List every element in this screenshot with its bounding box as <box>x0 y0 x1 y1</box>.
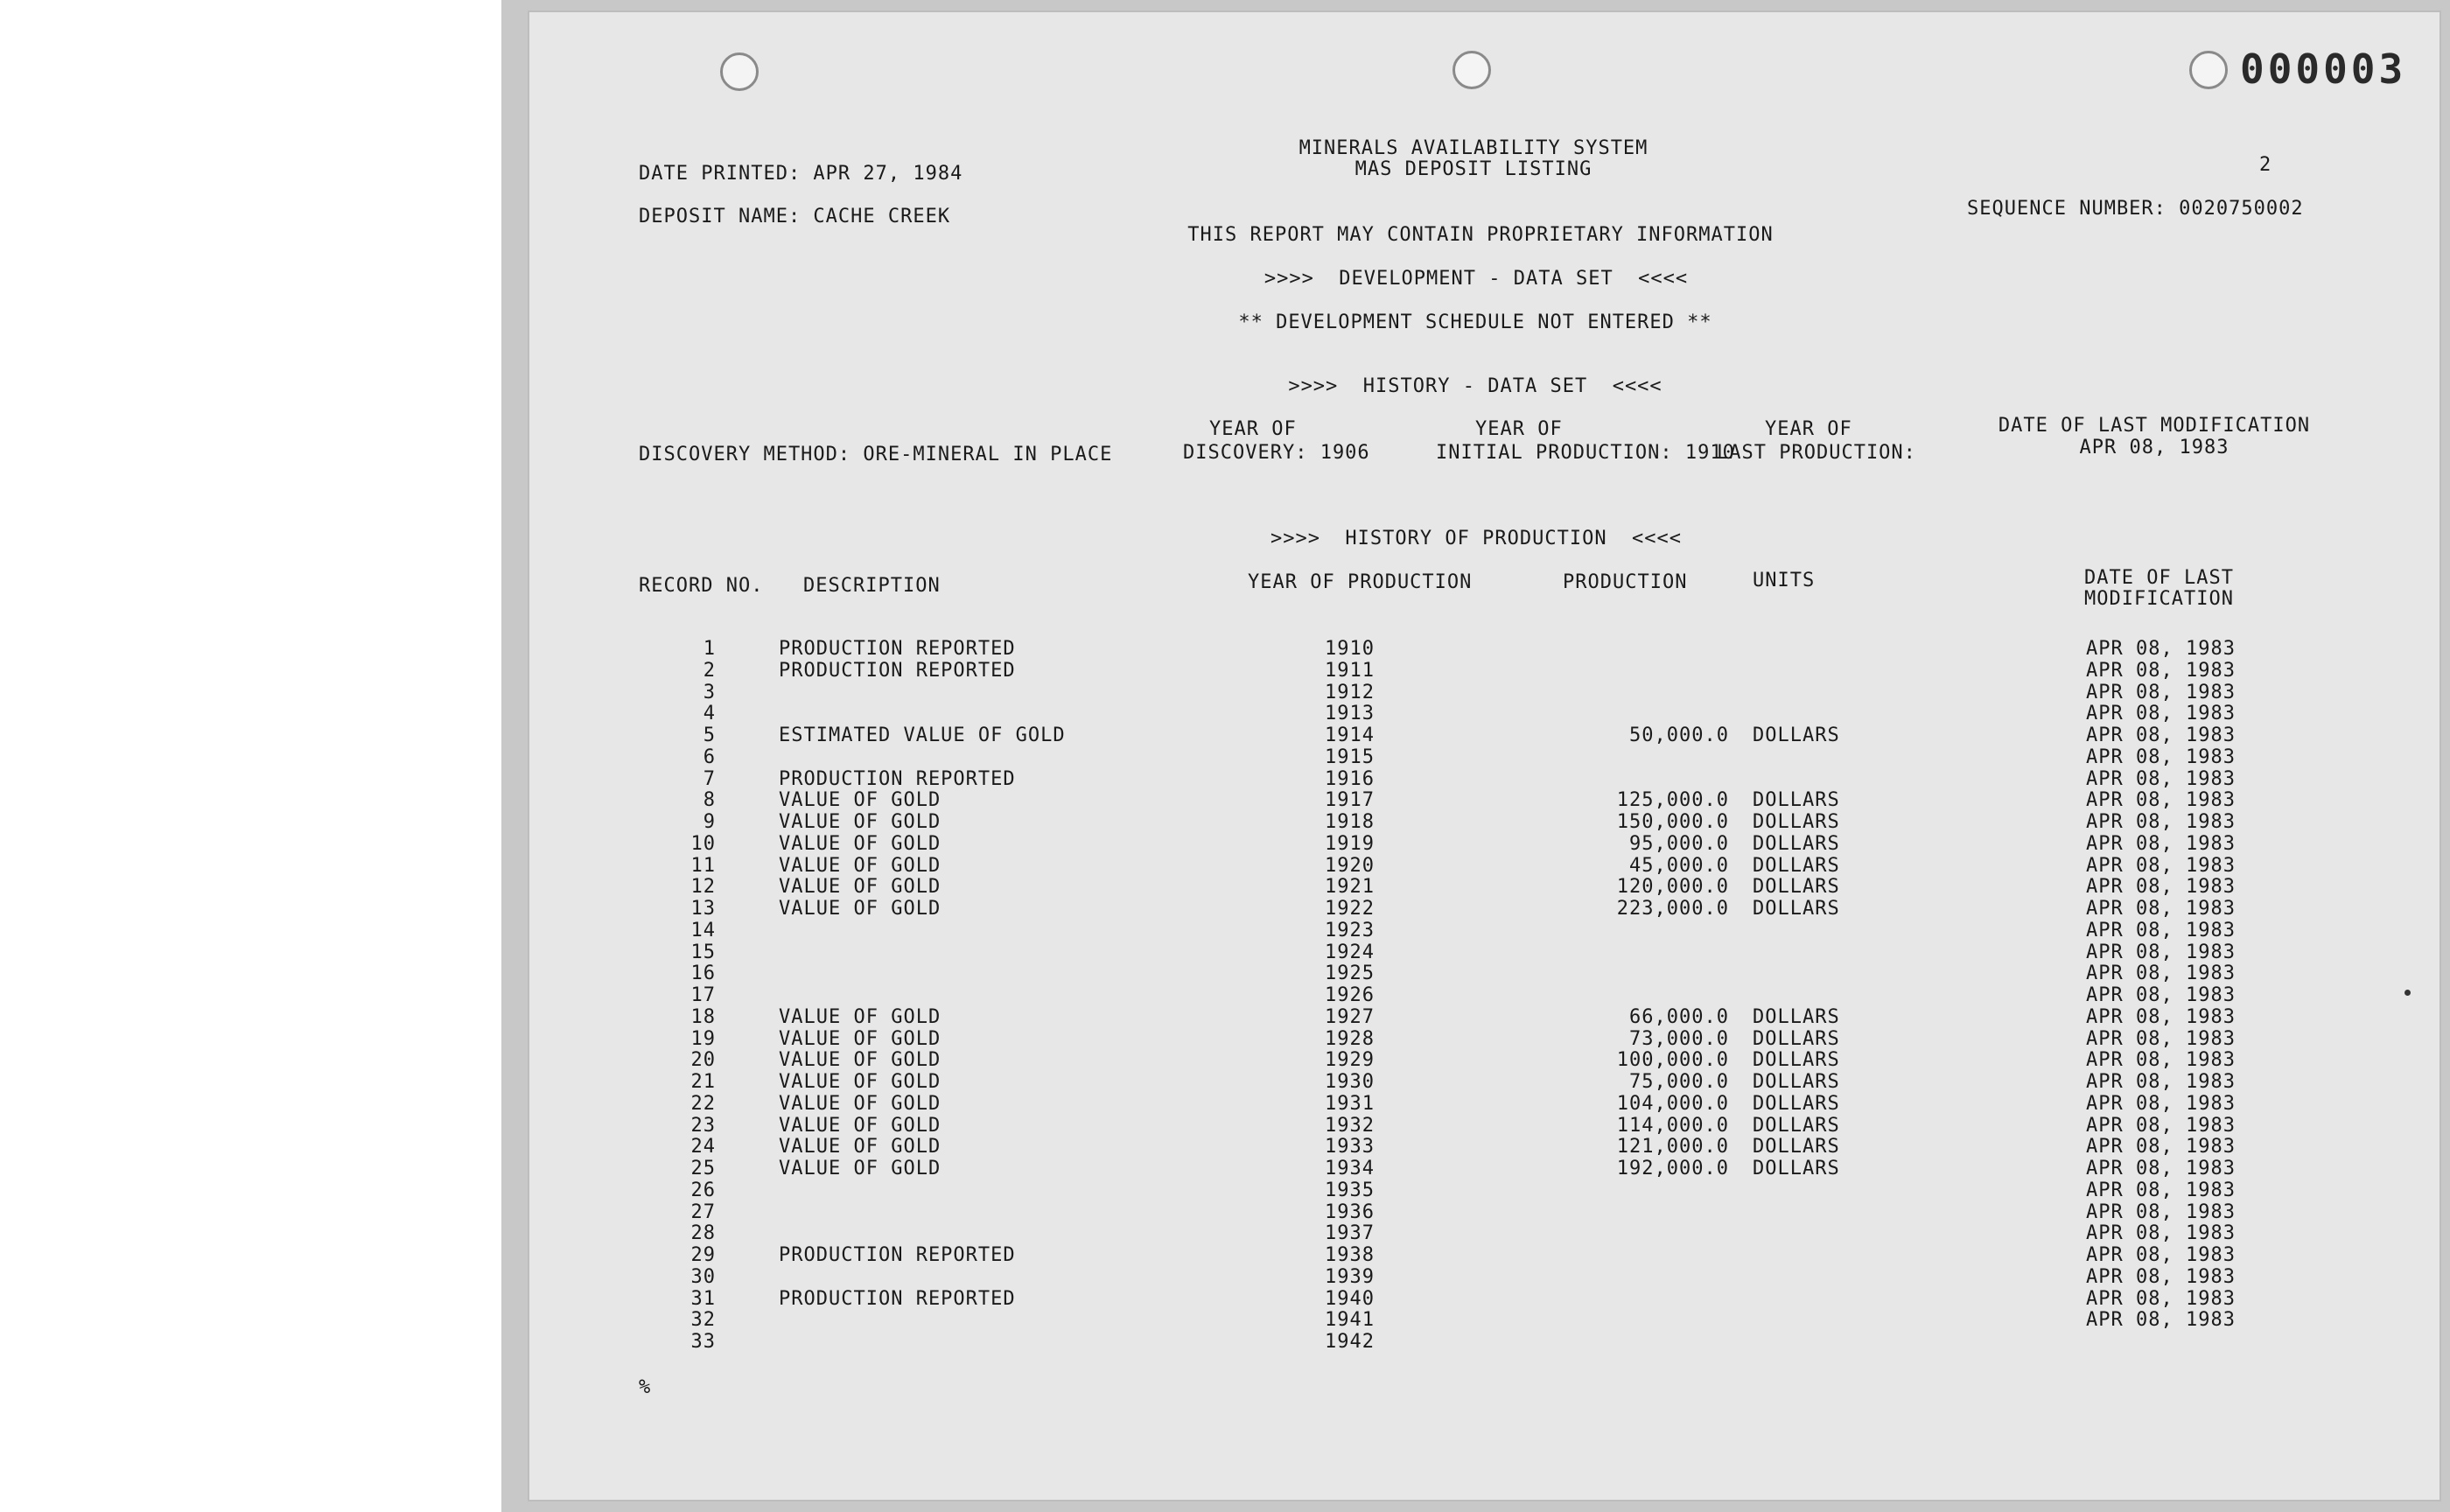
table-row <box>0 1049 2450 1070</box>
table-row <box>0 1222 2450 1243</box>
record-number: 10 <box>690 833 716 855</box>
record-number: 4 <box>703 703 716 724</box>
table-row <box>0 1266 2450 1287</box>
row-description: VALUE OF GOLD <box>779 1136 942 1158</box>
table-row <box>0 703 2450 724</box>
row-year: 1926 <box>1325 984 1375 1006</box>
row-year: 1938 <box>1325 1244 1375 1266</box>
production-heading: >>>> HISTORY OF PRODUCTION <<<< <box>1270 528 1683 550</box>
record-number: 27 <box>690 1201 716 1223</box>
row-year: 1935 <box>1325 1180 1375 1201</box>
table-row <box>0 660 2450 681</box>
row-year: 1925 <box>1325 962 1375 984</box>
row-description: VALUE OF GOLD <box>779 1115 942 1137</box>
row-description: VALUE OF GOLD <box>779 789 942 811</box>
row-production: 100,000.0 <box>1616 1049 1729 1071</box>
row-description: VALUE OF GOLD <box>779 1158 942 1180</box>
record-number: 22 <box>690 1093 716 1115</box>
row-units: DOLLARS <box>1753 833 1840 855</box>
row-date: APR 08, 1983 <box>2086 1266 2236 1288</box>
date-printed: DATE PRINTED: APR 27, 1984 <box>639 163 963 185</box>
punch-hole-right <box>2189 51 2228 89</box>
row-year: 1937 <box>1325 1222 1375 1244</box>
row-production: 75,000.0 <box>1629 1071 1729 1093</box>
row-units: DOLLARS <box>1753 876 1840 898</box>
table-row <box>0 1028 2450 1049</box>
row-units: DOLLARS <box>1753 898 1840 920</box>
row-date: APR 08, 1983 <box>2086 1093 2236 1115</box>
table-row <box>0 1136 2450 1157</box>
table-row <box>0 1180 2450 1200</box>
table-row <box>0 789 2450 810</box>
record-number: 21 <box>690 1071 716 1093</box>
row-date: APR 08, 1983 <box>2086 1115 2236 1137</box>
record-number: 19 <box>690 1028 716 1050</box>
col-year: YEAR OF PRODUCTION <box>1248 571 1473 593</box>
row-date: APR 08, 1983 <box>2086 811 2236 833</box>
record-number: 6 <box>703 746 716 768</box>
row-date: APR 08, 1983 <box>2086 942 2236 963</box>
row-date: APR 08, 1983 <box>2086 1201 2236 1223</box>
table-row <box>0 1331 2450 1352</box>
row-year: 1916 <box>1325 768 1375 790</box>
row-units: DOLLARS <box>1753 1158 1840 1180</box>
row-year: 1934 <box>1325 1158 1375 1180</box>
development-note: ** DEVELOPMENT SCHEDULE NOT ENTERED ** <box>1238 312 1712 333</box>
row-production: 95,000.0 <box>1629 833 1729 855</box>
row-description: VALUE OF GOLD <box>779 811 942 833</box>
record-number: 32 <box>690 1309 716 1331</box>
record-number: 3 <box>703 682 716 704</box>
sequence-number: SEQUENCE NUMBER: 0020750002 <box>1967 198 2304 220</box>
row-date: APR 08, 1983 <box>2086 1180 2236 1201</box>
row-date: APR 08, 1983 <box>2086 1071 2236 1093</box>
record-number: 25 <box>690 1158 716 1180</box>
row-year: 1942 <box>1325 1331 1375 1353</box>
col-date-line2: MODIFICATION <box>2084 588 2234 610</box>
table-row <box>0 811 2450 832</box>
row-date: APR 08, 1983 <box>2086 768 2236 790</box>
row-year: 1940 <box>1325 1288 1375 1310</box>
col-description: DESCRIPTION <box>803 575 941 597</box>
table-row <box>0 682 2450 703</box>
record-number: 1 <box>703 638 716 660</box>
year-of-label-3: YEAR OF <box>1765 418 1852 440</box>
table-row <box>0 1288 2450 1309</box>
row-year: 1914 <box>1325 724 1375 746</box>
table-row <box>0 898 2450 919</box>
row-units: DOLLARS <box>1753 789 1840 811</box>
row-units: DOLLARS <box>1753 1028 1840 1050</box>
row-year: 1922 <box>1325 898 1375 920</box>
table-row <box>0 1071 2450 1092</box>
row-description: PRODUCTION REPORTED <box>779 768 1016 790</box>
deposit-name: DEPOSIT NAME: CACHE CREEK <box>639 206 951 228</box>
table-row <box>0 1158 2450 1179</box>
row-date: APR 08, 1983 <box>2086 746 2236 768</box>
row-description: ESTIMATED VALUE OF GOLD <box>779 724 1066 746</box>
col-units: UNITS <box>1753 570 1816 592</box>
record-number: 11 <box>690 855 716 877</box>
row-production: 104,000.0 <box>1616 1093 1729 1115</box>
row-production: 50,000.0 <box>1629 724 1729 746</box>
row-date: APR 08, 1983 <box>2086 1244 2236 1266</box>
record-number: 30 <box>690 1266 716 1288</box>
row-production: 121,000.0 <box>1616 1136 1729 1158</box>
table-row <box>0 1309 2450 1330</box>
row-description: VALUE OF GOLD <box>779 855 942 877</box>
row-year: 1912 <box>1325 682 1375 704</box>
table-row <box>0 962 2450 984</box>
row-production: 66,000.0 <box>1629 1006 1729 1028</box>
punch-hole-center <box>1452 51 1491 89</box>
row-production: 192,000.0 <box>1616 1158 1729 1180</box>
row-year: 1924 <box>1325 942 1375 963</box>
row-date: APR 08, 1983 <box>2086 638 2236 660</box>
proprietary-notice: THIS REPORT MAY CONTAIN PROPRIETARY INFORMATION <box>1187 224 1774 246</box>
row-date: APR 08, 1983 <box>2086 876 2236 898</box>
record-number: 8 <box>703 789 716 811</box>
table-row <box>0 984 2450 1005</box>
row-production: 73,000.0 <box>1629 1028 1729 1050</box>
row-year: 1910 <box>1325 638 1375 660</box>
table-row <box>0 724 2450 746</box>
listing-title: MAS DEPOSIT LISTING <box>1354 158 1592 180</box>
row-year: 1923 <box>1325 920 1375 942</box>
page-number: 2 <box>2259 154 2272 176</box>
row-date: APR 08, 1983 <box>2086 1006 2236 1028</box>
table-row <box>0 1093 2450 1114</box>
row-year: 1941 <box>1325 1309 1375 1331</box>
record-number: 31 <box>690 1288 716 1310</box>
row-units: DOLLARS <box>1753 1115 1840 1137</box>
record-number: 7 <box>703 768 716 790</box>
last-production-year: LAST PRODUCTION: <box>1717 442 1916 464</box>
row-year: 1911 <box>1325 660 1375 682</box>
row-production: 125,000.0 <box>1616 789 1729 811</box>
row-year: 1928 <box>1325 1028 1375 1050</box>
footer-mark: % <box>639 1376 652 1398</box>
initial-production-year: INITIAL PRODUCTION: 1910 <box>1436 442 1735 464</box>
row-units: DOLLARS <box>1753 1006 1840 1028</box>
row-date: APR 08, 1983 <box>2086 1136 2236 1158</box>
row-description: VALUE OF GOLD <box>779 1093 942 1115</box>
row-description: PRODUCTION REPORTED <box>779 660 1016 682</box>
table-row <box>0 746 2450 767</box>
row-date: APR 08, 1983 <box>2086 682 2236 704</box>
row-year: 1920 <box>1325 855 1375 877</box>
last-mod-date: APR 08, 1983 <box>2079 437 2230 458</box>
row-date: APR 08, 1983 <box>2086 833 2236 855</box>
table-row <box>0 855 2450 876</box>
row-year: 1919 <box>1325 833 1375 855</box>
record-number: 33 <box>690 1331 716 1353</box>
row-date: APR 08, 1983 <box>2086 1288 2236 1310</box>
table-row <box>0 768 2450 789</box>
document-stamp-number: 000003 <box>2240 46 2407 93</box>
row-date: APR 08, 1983 <box>2086 920 2236 942</box>
row-date: APR 08, 1983 <box>2086 898 2236 920</box>
record-number: 16 <box>690 962 716 984</box>
row-year: 1936 <box>1325 1201 1375 1223</box>
record-number: 13 <box>690 898 716 920</box>
col-date-line1: DATE OF LAST <box>2084 567 2234 589</box>
row-year: 1921 <box>1325 876 1375 898</box>
row-year: 1913 <box>1325 703 1375 724</box>
row-year: 1930 <box>1325 1071 1375 1093</box>
record-number: 12 <box>690 876 716 898</box>
record-number: 23 <box>690 1115 716 1137</box>
record-number: 15 <box>690 942 716 963</box>
table-row <box>0 1115 2450 1136</box>
table-row <box>0 1006 2450 1027</box>
row-production: 223,000.0 <box>1616 898 1729 920</box>
row-date: APR 08, 1983 <box>2086 1028 2236 1050</box>
row-year: 1917 <box>1325 789 1375 811</box>
row-description: VALUE OF GOLD <box>779 898 942 920</box>
row-date: APR 08, 1983 <box>2086 855 2236 877</box>
record-number: 17 <box>690 984 716 1006</box>
discovery-year: DISCOVERY: 1906 <box>1183 442 1370 464</box>
row-units: DOLLARS <box>1753 855 1840 877</box>
row-description: VALUE OF GOLD <box>779 1028 942 1050</box>
col-production: PRODUCTION <box>1563 571 1688 593</box>
row-year: 1933 <box>1325 1136 1375 1158</box>
row-year: 1931 <box>1325 1093 1375 1115</box>
table-row <box>0 876 2450 897</box>
last-mod-label: DATE OF LAST MODIFICATION <box>1998 415 2311 437</box>
row-description: PRODUCTION REPORTED <box>779 1244 1016 1266</box>
row-production: 120,000.0 <box>1616 876 1729 898</box>
row-description: VALUE OF GOLD <box>779 876 942 898</box>
table-row <box>0 942 2450 962</box>
record-number: 18 <box>690 1006 716 1028</box>
row-units: DOLLARS <box>1753 1049 1840 1071</box>
development-heading: >>>> DEVELOPMENT - DATA SET <<<< <box>1264 268 1689 290</box>
row-year: 1932 <box>1325 1115 1375 1137</box>
record-number: 24 <box>690 1136 716 1158</box>
row-units: DOLLARS <box>1753 1093 1840 1115</box>
row-description: VALUE OF GOLD <box>779 1006 942 1028</box>
row-units: DOLLARS <box>1753 1071 1840 1093</box>
row-date: APR 08, 1983 <box>2086 1158 2236 1180</box>
history-heading: >>>> HISTORY - DATA SET <<<< <box>1288 375 1662 397</box>
table-row <box>0 638 2450 659</box>
row-production: 45,000.0 <box>1629 855 1729 877</box>
row-date: APR 08, 1983 <box>2086 789 2236 811</box>
row-year: 1915 <box>1325 746 1375 768</box>
discovery-method: DISCOVERY METHOD: ORE-MINERAL IN PLACE <box>639 444 1113 466</box>
row-date: APR 08, 1983 <box>2086 1049 2236 1071</box>
table-row <box>0 1201 2450 1222</box>
col-record-no: RECORD NO. <box>639 575 764 597</box>
row-description: VALUE OF GOLD <box>779 833 942 855</box>
record-number: 29 <box>690 1244 716 1266</box>
record-number: 28 <box>690 1222 716 1244</box>
record-number: 2 <box>703 660 716 682</box>
row-year: 1939 <box>1325 1266 1375 1288</box>
row-year: 1927 <box>1325 1006 1375 1028</box>
row-description: VALUE OF GOLD <box>779 1071 942 1093</box>
row-date: APR 08, 1983 <box>2086 984 2236 1006</box>
row-description: PRODUCTION REPORTED <box>779 1288 1016 1310</box>
year-of-label-2: YEAR OF <box>1475 418 1563 440</box>
row-production: 114,000.0 <box>1616 1115 1729 1137</box>
row-production: 150,000.0 <box>1616 811 1729 833</box>
faint-stamp-mark <box>2350 70 2371 102</box>
row-date: APR 08, 1983 <box>2086 703 2236 724</box>
table-row <box>0 833 2450 854</box>
row-description: PRODUCTION REPORTED <box>779 638 1016 660</box>
row-date: APR 08, 1983 <box>2086 724 2236 746</box>
record-number: 14 <box>690 920 716 942</box>
row-date: APR 08, 1983 <box>2086 1309 2236 1331</box>
row-units: DOLLARS <box>1753 811 1840 833</box>
row-year: 1929 <box>1325 1049 1375 1071</box>
table-row <box>0 1244 2450 1265</box>
row-units: DOLLARS <box>1753 1136 1840 1158</box>
record-number: 26 <box>690 1180 716 1201</box>
row-date: APR 08, 1983 <box>2086 1222 2236 1244</box>
year-of-label-1: YEAR OF <box>1209 418 1297 440</box>
table-row <box>0 920 2450 941</box>
row-date: APR 08, 1983 <box>2086 962 2236 984</box>
row-date: APR 08, 1983 <box>2086 660 2236 682</box>
row-year: 1918 <box>1325 811 1375 833</box>
row-units: DOLLARS <box>1753 724 1840 746</box>
record-number: 5 <box>703 724 716 746</box>
system-title: MINERALS AVAILABILITY SYSTEM <box>1298 137 1648 159</box>
record-number: 9 <box>703 811 716 833</box>
record-number: 20 <box>690 1049 716 1071</box>
row-description: VALUE OF GOLD <box>779 1049 942 1071</box>
punch-hole-left <box>720 52 759 91</box>
